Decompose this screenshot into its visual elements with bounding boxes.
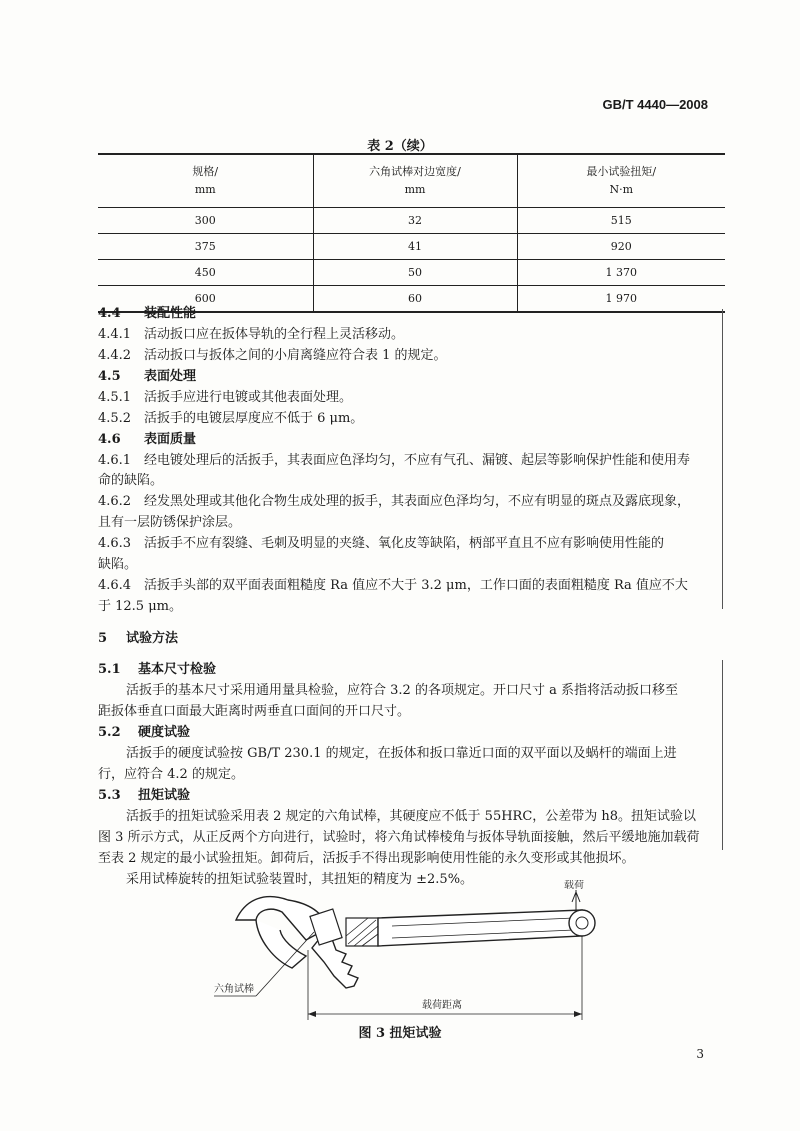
table-cell: 450 <box>98 260 313 286</box>
label-distance: 载荷距离 <box>422 1000 462 1011</box>
label-hex-bar: 六角试棒 <box>214 984 254 995</box>
table-row <box>98 208 725 234</box>
clause-5-1-text: 活扳手的基本尺寸采用通用量具检验，应符合 3.2 的各项规定。开口尺寸 a 系指将活动扳口移至 <box>126 683 678 698</box>
figure-caption: 图 3 扭矩试验 <box>358 1026 442 1041</box>
table-cell: 50 <box>313 260 517 286</box>
section-heading-4-6: 4.6 表面质量 <box>98 432 197 447</box>
clause-4-6-1: 4.6.1 经电镀处理后的活扳手，其表面应色泽均匀，不应有气孔、漏镀、起层等影响保护性能和使用寿 <box>98 453 691 468</box>
clause-5-2-text: 活扳手的硬度试验按 GB/T 230.1 的规定，在扳体和扳口靠近口面的双平面以及蜗杆的端面上进 <box>126 746 677 761</box>
table-cell: 920 <box>517 234 725 260</box>
table-cell: 600 <box>98 286 313 313</box>
clause-4-6-4: 4.6.4 活扳手头部的双平面表面粗糙度 Ra 值应不大于 3.2 μm，工作口面的表面粗糙度 Ra 值应不大 <box>98 578 688 593</box>
column-header: 六角试棒对边宽度/ mm <box>313 154 517 208</box>
clause-5-1-cont: 距扳体垂直口面最大距离时两垂直口面间的开口尺寸。 <box>98 704 411 719</box>
table-row <box>98 234 725 260</box>
table-cell: 41 <box>313 234 517 260</box>
section-heading-4-5: 4.5 表面处理 <box>98 369 197 384</box>
clause-5-3-text: 活扳手的扭矩试验采用表 2 规定的六角试棒，其硬度应不低于 55HRC，公差带为 h8。扭矩试验以 <box>126 809 697 824</box>
table-cell: 375 <box>98 234 313 260</box>
clause-4-6-3: 4.6.3 活扳手不应有裂缝、毛刺及明显的夹缝、氧化皮等缺陷，柄部平直且不应有影响使用性能的 <box>98 536 665 551</box>
column-header: 规格/ mm <box>98 154 313 208</box>
label-load: 载荷 <box>564 880 584 891</box>
section-heading-5-1: 5.1 基本尺寸检验 <box>98 662 217 677</box>
clause-5-3-cont: 图 3 所示方式，从正反两个方向进行，试验时，将六角试棒棱角与扳体导轨面接触，然后平缓地施加载荷 <box>98 830 700 845</box>
clause-5-3-cont: 至表 2 规定的最小试验扭矩。卸荷后，活扳手不得出现影响使用性能的永久变形或其他损坏。 <box>98 851 635 866</box>
table-cell: 32 <box>313 208 517 234</box>
clause-4-4-2: 4.4.2 活动扳口与扳体之间的小肩离缝应符合表 1 的规定。 <box>98 348 447 363</box>
section-heading-5: 5 试验方法 <box>98 631 179 646</box>
clause-4-6-4-cont: 于 12.5 μm。 <box>98 599 182 614</box>
clause-4-5-2: 4.5.2 活扳手的电镀层厚度应不低于 6 μm。 <box>98 411 364 426</box>
table-caption: 表 2（续） <box>367 139 433 154</box>
clause-4-6-3-cont: 缺陷。 <box>98 557 138 572</box>
table-cell: 60 <box>313 286 517 313</box>
section-heading-5-2: 5.2 硬度试验 <box>98 725 191 740</box>
page-number: 3 <box>696 1047 704 1061</box>
clause-4-6-1-cont: 命的缺陷。 <box>98 473 164 488</box>
clause-4-6-2-cont: 且有一层防锈保护涂层。 <box>98 515 242 530</box>
spec-table <box>98 153 725 313</box>
clause-4-4-1: 4.4.1 活动扳口应在扳体导轨的全行程上灵活移动。 <box>98 327 405 342</box>
standard-code: GB/T 4440—2008 <box>602 97 708 112</box>
section-heading-4-4: 4.4 装配性能 <box>98 306 197 321</box>
table-header-row <box>98 154 725 208</box>
wrench-figure <box>196 880 616 1030</box>
table-cell: 515 <box>517 208 725 234</box>
clause-5-3-note: 采用试棒旋转的扭矩试验装置时，其扭矩的精度为 ±2.5%。 <box>126 872 474 887</box>
clause-5-2-cont: 行，应符合 4.2 的规定。 <box>98 767 244 782</box>
table-cell: 300 <box>98 208 313 234</box>
column-header: 最小试验扭矩/ N·m <box>517 154 725 208</box>
table-row <box>98 260 725 286</box>
clause-4-6-2: 4.6.2 经发黑处理或其他化合物生成处理的扳手，其表面应色泽均匀，不应有明显的斑点及露底现象， <box>98 494 691 509</box>
table-cell: 1 370 <box>517 260 725 286</box>
clause-4-5-1: 4.5.1 活扳手应进行电镀或其他表面处理。 <box>98 390 353 405</box>
section-heading-5-3: 5.3 扭矩试验 <box>98 788 191 803</box>
table-cell: 1 970 <box>517 286 725 313</box>
